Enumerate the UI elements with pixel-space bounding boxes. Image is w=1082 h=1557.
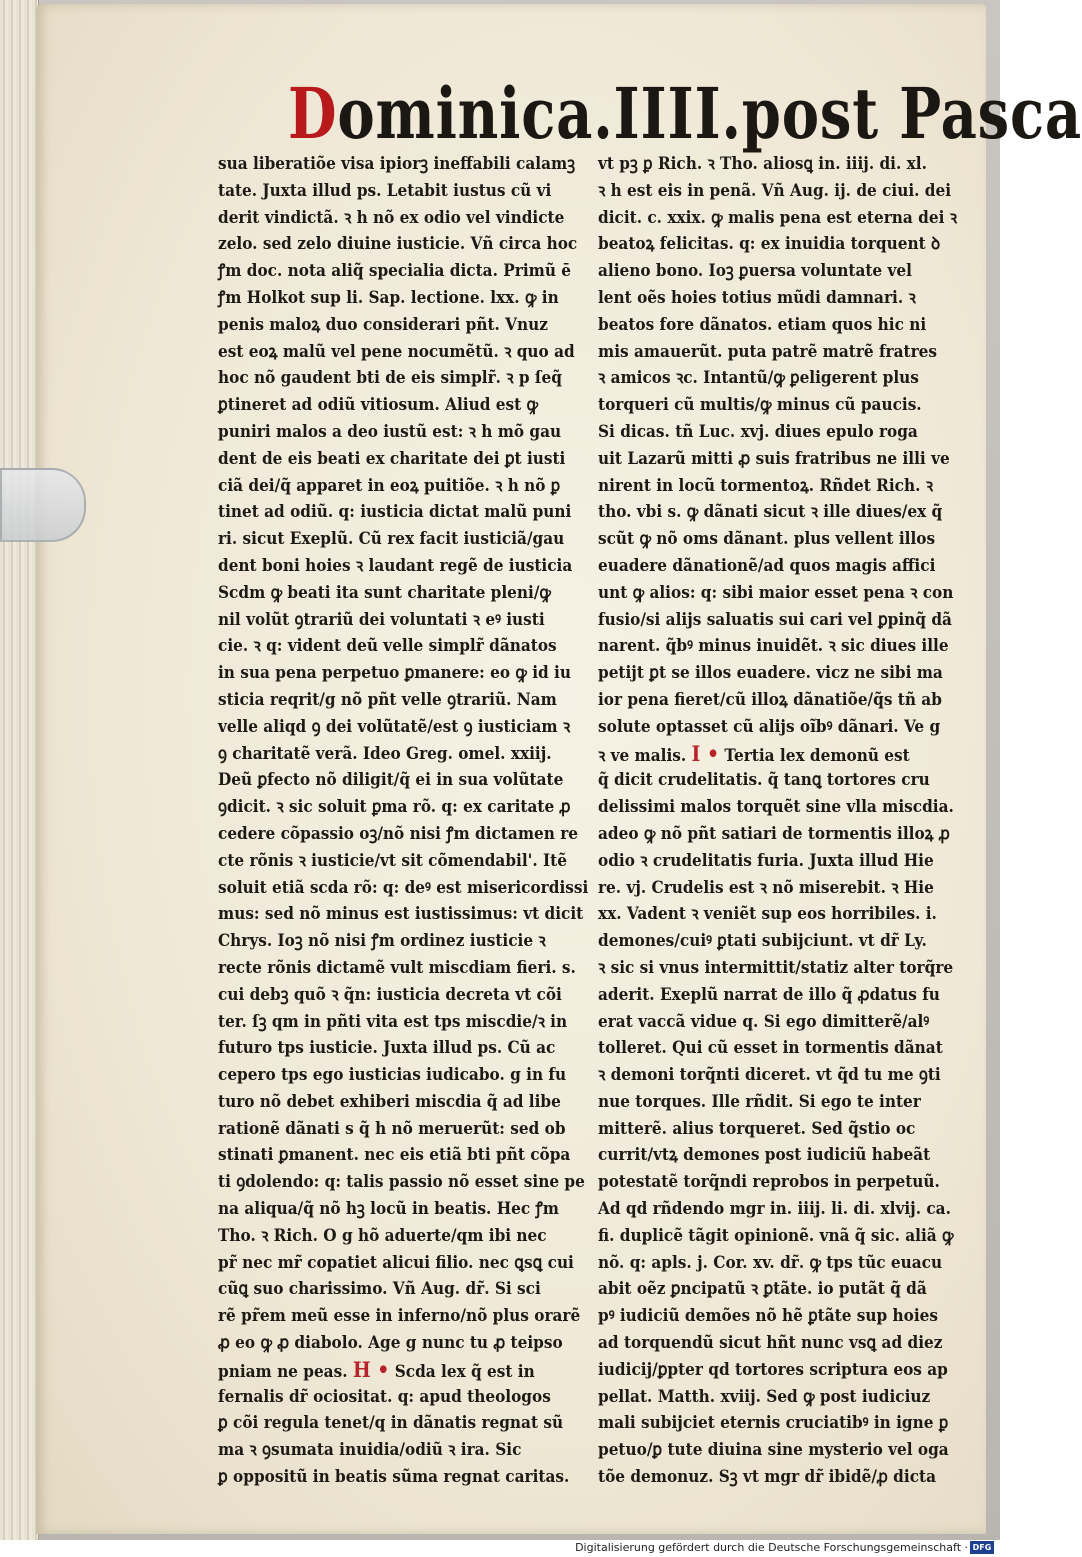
running-head-initial: D [288,72,338,155]
text-line: Si dicas. tñ Luc. xvj. diues epulo roga [598,421,918,442]
running-head-text: ominica.IIII.post Pasca [337,72,1082,155]
text-line: ti ꝯdolendo: q: talis passio nõ esset sine pe [218,1172,585,1193]
text-line: recte rõnis dictamẽ vult miscdiam fieri. s. [218,957,576,978]
text-line: turo nõ debet exhiberi miscdia q̃ ad libe [218,1091,561,1112]
text-line: tinet ad odiũ. q: iusticia dictat malũ puni [218,502,572,523]
text-line: nirent in locũ tormentoꝝ. Rñdet Rich. ꝛ [598,475,933,496]
text-line: ꝛ sic si vnus intermittit/statiz alter torq̃re [598,957,954,978]
text-line: nõ. q: apls. j. Cor. xv. dr̃. ꝙ tps tũc euacu [598,1252,943,1273]
text-line: dent de eis beati ex charitate dei ꝑt iusti [218,448,566,469]
text-line: penis maloꝝ duo considerari pñt. Vnuz [218,314,548,335]
page-clip [0,468,86,542]
left-text-column [218,151,588,1491]
text-line: ꝛ demoni torq̃nti diceret. vt q̃d tu me ꝯti [598,1065,941,1086]
text-line: tate. Juxta illud ps. Letabit iustus cũ vi [218,180,552,201]
text-line: cie. ꝛ q: vident deũ velle simplr̃ dãnatos [218,636,557,657]
text-line: soluit etiã scda rõ: q: deꝰ est misericordissi [218,877,589,898]
text-line: pꝰ iudiciũ demões nõ hẽ ꝑtãte sup hoies [598,1306,939,1327]
text-line: fernalis dr̃ ociositat. q: apud theologos [218,1386,551,1407]
text-line: ꝯdicit. ꝛ sic soluit ꝑma rõ. q: ex caritate ꝓ [218,797,571,818]
text-line: nil volũt ꝯtrariũ dei voluntati ꝛ eꝰ iusti [218,609,545,630]
text-line: petuo/ꝑ tute diuina sine mysterio vel oga [598,1440,949,1461]
text-line: narent. q̃bꝰ minus inuidẽt. ꝛ sic diues ille [598,636,949,657]
text-line: na aliqua/q̃ nõ hꝫ locũ in beatis. Hec ꝭm [218,1199,559,1220]
text-line: pr̃ nec mr̃ copatiet alicui filio. nec ꝗsꝗ cui [218,1252,574,1273]
text-line: delissimi malos torquẽt sine vlla miscdia. [598,797,954,818]
text-line: hoc nõ gaudent bti de eis simplr̃. ꝛ p ſeq̃ [218,368,562,389]
text-line: petijt ꝑt se illos euadere. vicz ne sibi ma [598,663,943,684]
text-line: ꝑtineret ad odiũ vitiosum. Aliud est ꝙ [218,395,538,416]
text-line: pniam ne peas. H • Scda lex q̃ est in [218,1356,535,1382]
text-line: pellat. Matth. xviij. Sed ꝙ post iudiciuz [598,1386,931,1407]
dfg-logo-icon: DFG [970,1541,994,1554]
text-line: Deũ ꝑfecto nõ diligit/q̃ ei in sua volũtate [218,770,564,791]
text-line: Chrys. Ioꝫ nõ nisi ꝭm ordinez iusticie ꝛ [218,931,546,952]
text-line: ad torquendũ sicut hñt nunc vsꝗ ad diez [598,1333,943,1354]
text-line: ꝛ amicos ꝛc. Intantũ/ꝙ ꝑeligerent plus [598,368,919,389]
text-line: abit oẽz ꝑncipatũ ꝛ ꝑtãte. io putãt q̃ dã [598,1279,927,1300]
text-line: torqueri cũ multis/ꝙ minus cũ paucis. [598,395,922,416]
text-line: potestatẽ torq̃ndi reprobos in perpetuũ. [598,1172,940,1193]
text-line: mis amauerũt. puta patrẽ matrẽ fratres [598,341,937,362]
text-line: solute optasset cũ alijs oĩbꝰ dãnari. Ve g [598,716,941,737]
text-line: velle aliqd ꝯ dei volũtatẽ/est ꝯ iusticiam ꝛ [218,716,571,737]
text-line: sticia reqrit/g nõ pñt velle ꝯtrariũ. Nam [218,689,557,710]
text-line: euadere dãnationẽ/ad quos magis affici [598,555,936,576]
text-line: unt ꝙ alios: q: sibi maior esset pena ꝛ con [598,582,954,603]
text-line: demones/cuiꝰ ꝑtati subijciunt. vt dr̃ Ly. [598,931,927,952]
text-line: in sua pena perpetuo ꝑmanere: eo ꝙ id iu [218,663,571,684]
text-line: ꝭm doc. nota aliq̃ specialia dicta. Primũ ē [218,261,572,282]
text-line: dent boni hoies ꝛ laudant regẽ de iusticia [218,555,573,576]
text-line: puniri malos a deo iustũ est: ꝛ h mõ gau [218,421,562,442]
text-line: tolleret. Qui cũ esset in tormentis dãnat [598,1038,943,1059]
book-block-edge [0,0,39,1540]
text-line: beatos fore dãnatos. etiam quos hic ni [598,314,927,335]
text-line: ri. sicut Exeplũ. Cũ rex facit iusticiã/gau [218,529,565,550]
text-line: ior pena fieret/cũ illoꝝ dãnatiõe/q̃s tñ ab [598,689,942,710]
text-line: cepero tps ego iusticias iudicabo. g in fu [218,1065,567,1086]
text-line: re. vj. Crudelis est ꝛ nõ miserebit. ꝛ Hie [598,877,934,898]
text-line: mus: sed nõ minus est iustissimus: vt dicit [218,904,584,925]
text-line: ꝓ eo ꝙ ꝓ diabolo. Age g nunc tu ꝓ teipso [218,1333,563,1354]
text-line: aderit. Exeplũ narrat de illo q̃ ꝓdatus fu [598,984,940,1005]
text-line: alieno bono. Ioꝫ ꝑuersa voluntate vel [598,261,912,282]
text-line: uit Lazarũ mitti ꝓ suis fratribus ne illi ve [598,448,950,469]
text-line: Scdm ꝙ beati ita sunt charitate pleni/ꝙ [218,582,551,603]
text-line: ter. ſꝫ qm in pñti vita est tps miscdie/ꝛ in [218,1011,568,1032]
text-line: ꝯ charitatẽ verã. Ideo Greg. omel. xxiij. [218,743,552,764]
text-line: ꝛ h est eis in penã. Vñ Aug. ij. de ciui. dei [598,180,952,201]
text-line: ꝛ ve malis. I • Tertia lex demonũ est [598,740,910,766]
text-line: futuro tps iusticie. Juxta illud ps. Cũ ac [218,1038,556,1059]
text-line: cte rõnis ꝛ iusticie/vt sit cõmendabil'. Itẽ [218,850,567,871]
text-line: tho. vbi s. ꝙ dãnati sicut ꝛ ille diues/ex q̃ [598,502,943,523]
text-line: tõe demonuz. Sꝫ vt mgr dr̃ ibidẽ/ꝓ dicta [598,1467,936,1488]
text-line: stinati ꝑmanent. nec eis etiã bti pñt cõpa [218,1145,571,1166]
text-line: dicit. c. xxix. ꝙ malis pena est eterna dei ꝛ [598,207,957,228]
text-line: ciã dei/q̃ apparet in eoꝝ puitiõe. ꝛ h nõ ꝑ [218,475,561,496]
text-line: est eoꝝ malũ vel pene nocumẽtũ. ꝛ quo ad [218,341,575,362]
text-line: nue torques. Ille rñdit. Si ego te inter [598,1091,921,1112]
text-line: cui debꝫ quõ ꝛ q̃n: iusticia decreta vt cõi [218,984,562,1005]
text-line: zelo. sed zelo diuine iusticie. Vñ circa hoc [218,234,578,255]
text-line: xx. Vadent ꝛ veniẽt sup eos horribiles. i. [598,904,937,925]
running-head [288,72,1082,156]
text-line: Ad qd rñdendo mgr in. iiij. li. di. xlvij. ca. [598,1199,951,1220]
right-text-column [598,151,968,1491]
text-line: beatoꝝ felicitas. q: ex inuidia torquent ꝺ [598,234,941,255]
text-line: adeo ꝙ nõ pñt satiari de tormentis illoꝝ ꝓ [598,823,950,844]
text-line: rationẽ dãnati s q̃ h nõ meruerũt: sed ob [218,1118,566,1139]
text-line: currit/vtꝝ demones post iudiciũ habeãt [598,1145,931,1166]
text-line: erat vaccã vidue q. Si ego dimitterẽ/alꝰ [598,1011,930,1032]
text-line: cedere cõpassio oꝫ/nõ nisi ꝭm dictamen re [218,823,579,844]
text-line: ꝑ cõi regula tenet/q in dãnatis regnat sũ [218,1413,564,1434]
text-line: mitterẽ. alius torqueret. Sed q̃stio oc [598,1118,916,1139]
text-line: odio ꝛ crudelitatis furia. Juxta illud Hie [598,850,934,871]
text-line: derit vindictã. ꝛ h nõ ex odio vel vindicte [218,207,565,228]
text-line: cũꝗ suo charissimo. Vñ Aug. dr̃. Si sci [218,1279,541,1300]
text-line: lent oẽs hoies totius mũdi damnari. ꝛ [598,287,916,308]
text-line: fi. duplicẽ tãgit opinionẽ. vnã q̃ sic. aliã ꝙ [598,1225,954,1246]
digitization-credit: Digitalisierung gefördert durch die Deutsche Forschungsgemeinschaft · [575,1541,968,1554]
text-line: mali subijciet eternis cruciatibꝰ in igne ꝑ [598,1413,949,1434]
text-line: vt pꝫ ꝑ Rich. ꝛ Tho. aliosꝗ in. iiij. di. xl. [598,154,927,174]
text-line: ma ꝛ ꝯsumata inuidia/odiũ ꝛ ira. Sic [218,1440,522,1461]
text-line: ꝑ oppositũ in beatis sũma regnat caritas. [218,1467,570,1488]
text-line: fusio/si alijs saluatis sui cari vel ꝑpinq̃ dã [598,609,952,630]
text-line: rẽ pr̃em meũ esse in inferno/nõ plus orarẽ [218,1306,581,1327]
text-line: q̃ dicit crudelitatis. q̃ tanꝗ tortores cru [598,770,930,791]
text-line: iudicij/ꝑpter qd tortores scriptura eos ap [598,1359,948,1380]
rubric-paragraph-mark: I • [691,740,720,766]
text-line: Tho. ꝛ Rich. O g hõ aduerte/qm ibi nec [218,1225,547,1246]
text-line: scũt ꝙ nõ oms dãnant. plus vellent illos [598,529,936,550]
text-line: ꝭm Holkot sup li. Sap. lectione. lxx. ꝙ in [218,287,559,308]
text-line: sua liberatiõe visa ipiorꝫ ineffabili calamꝫ [218,154,576,174]
rubric-paragraph-mark: H • [352,1356,390,1382]
